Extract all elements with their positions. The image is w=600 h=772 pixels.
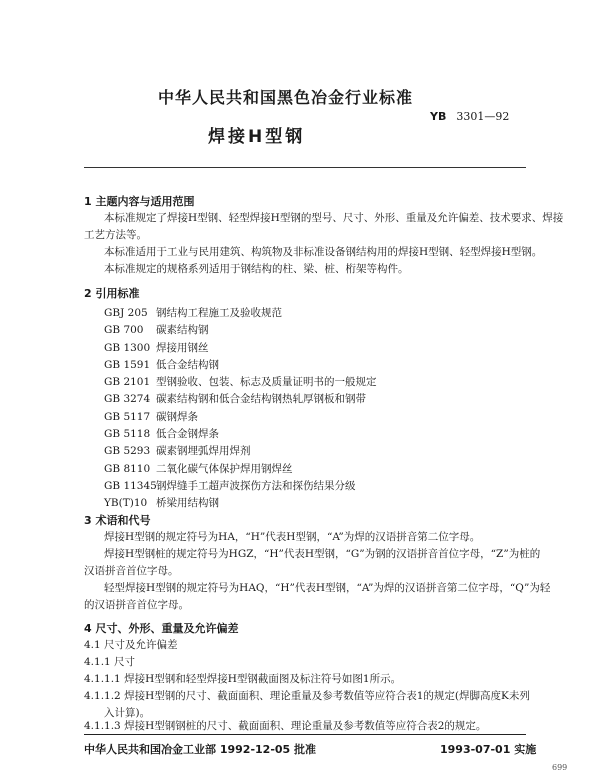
section-1-paragraph-1-line-1: 本标准规定了焊接H型钢、轻型焊接H型钢的型号、尺寸、外形、重量及允许偏差、技术要求、焊接	[104, 212, 564, 224]
standard-number-value: 3301—92	[456, 110, 510, 123]
clause-4-1-1-2-line-1: 4.1.1.2 焊接H型钢的尺寸、截面面积、理论重量及参考数值等应符合表1的规定(焊脚高度K未列	[84, 690, 530, 702]
reference-title: 钢焊缝手工超声波探伤方法和探伤结果分级	[156, 479, 356, 492]
reference-title: 型钢验收、包装、标志及质量证明书的一般规定	[156, 376, 377, 389]
page-number: 699	[552, 763, 568, 772]
footer-divider	[84, 734, 526, 735]
clause-4-1-1-3: 4.1.1.3 焊接H型钢钢桩的尺寸、截面面积、理论重量及参考数值等应符合表2的规定。	[84, 720, 487, 732]
section-3-heading: 3 术语和代号	[84, 514, 151, 527]
reference-title: 钢结构工程施工及验收规范	[156, 307, 282, 319]
reference-code: GB 1300	[104, 341, 151, 354]
reference-title: 低合金结构钢	[156, 358, 219, 371]
reference-item	[104, 322, 377, 339]
reference-item	[104, 495, 377, 512]
reference-code: YB(T)10	[104, 497, 148, 510]
reference-item	[104, 409, 377, 426]
standard-number	[430, 110, 509, 123]
section-3-paragraph-3-line-2: 的汉语拼音首位字母。	[84, 599, 189, 611]
reference-item	[104, 443, 377, 460]
reference-title: 碳素结构钢和低合金结构钢热轧厚钢板和钢带	[156, 393, 366, 406]
reference-title: 碳素钢埋弧焊用焊剂	[156, 445, 251, 458]
reference-title: 碳钢焊条	[156, 410, 198, 423]
header-divider	[84, 167, 526, 168]
reference-item	[104, 478, 377, 495]
approval-line: 中华人民共和国冶金工业部 1992-12-05 批准	[84, 743, 317, 756]
reference-title: 二氧化碳气体保护焊用钢焊丝	[156, 462, 293, 475]
reference-code: GB 1591	[104, 358, 151, 371]
section-1-paragraph-1-line-2: 工艺方法等。	[84, 229, 147, 241]
reference-item	[104, 426, 377, 443]
reference-list	[104, 305, 377, 513]
section-3-paragraph-2-line-1: 焊接H型钢桩的规定符号为HGZ，“H”代表H型钢，“G”为钢的汉语拼音首位字母，“Z”为桩的	[104, 548, 541, 560]
reference-title: 碳素结构钢	[156, 324, 209, 337]
standard-prefix: YB	[430, 110, 447, 123]
reference-code: GB 8110	[104, 462, 151, 475]
clause-4-1-1-1: 4.1.1.1 焊接H型钢和轻型焊接H型钢截面图及标注符号如图1所示。	[84, 673, 402, 685]
section-1-paragraph-3: 本标准规定的规格系列适用于钢结构的柱、梁、桩、桁架等构件。	[104, 263, 409, 275]
reference-code: GBJ 205	[104, 307, 148, 319]
reference-code: GB 3274	[104, 393, 151, 406]
section-1-paragraph-2: 本标准适用于工业与民用建筑、构筑物及非标准设备钢结构用的焊接H型钢、轻型焊接H型钢。	[104, 246, 543, 258]
reference-item	[104, 461, 377, 478]
reference-item	[104, 305, 377, 322]
clause-4-1-1-2-line-2: 入计算)。	[104, 707, 151, 719]
reference-item	[104, 357, 377, 374]
reference-code: GB 700	[104, 324, 144, 337]
reference-code: GB 5118	[104, 428, 151, 441]
document-title: 焊接H型钢	[208, 127, 306, 147]
section-3-paragraph-1: 焊接H型钢的规定符号为HA，“H”代表H型钢，“A”为焊的汉语拼音第二位字母。	[104, 531, 481, 543]
reference-item	[104, 374, 377, 391]
reference-code: GB 5293	[104, 445, 151, 458]
reference-title: 焊接用钢丝	[156, 341, 209, 354]
organization-title: 中华人民共和国黑色冶金行业标准	[158, 88, 414, 107]
reference-item	[104, 391, 377, 408]
section-3-paragraph-3-line-1: 轻型焊接H型钢的规定符号为HAQ，“H”代表H型钢，“A”为焊的汉语拼音第二位字母，“Q”为轻	[104, 582, 551, 594]
clause-4-1-1: 4.1.1 尺寸	[84, 656, 136, 668]
section-3-paragraph-2-line-2: 汉语拼音首位字母。	[84, 565, 179, 577]
reference-item	[104, 340, 377, 357]
reference-code: GB 5117	[104, 410, 151, 423]
reference-code: GB 2101	[104, 376, 151, 389]
reference-code: GB 11345	[104, 479, 157, 492]
clause-4-1: 4.1 尺寸及允许偏差	[84, 639, 178, 651]
reference-title: 桥梁用结构钢	[156, 497, 219, 510]
section-4-heading: 4 尺寸、外形、重量及允许偏差	[84, 622, 239, 635]
section-2-heading: 2 引用标准	[84, 287, 140, 300]
section-1-heading: 1 主题内容与适用范围	[84, 195, 195, 208]
effective-date: 1993-07-01 实施	[440, 743, 537, 756]
reference-title: 低合金钢焊条	[156, 428, 219, 441]
